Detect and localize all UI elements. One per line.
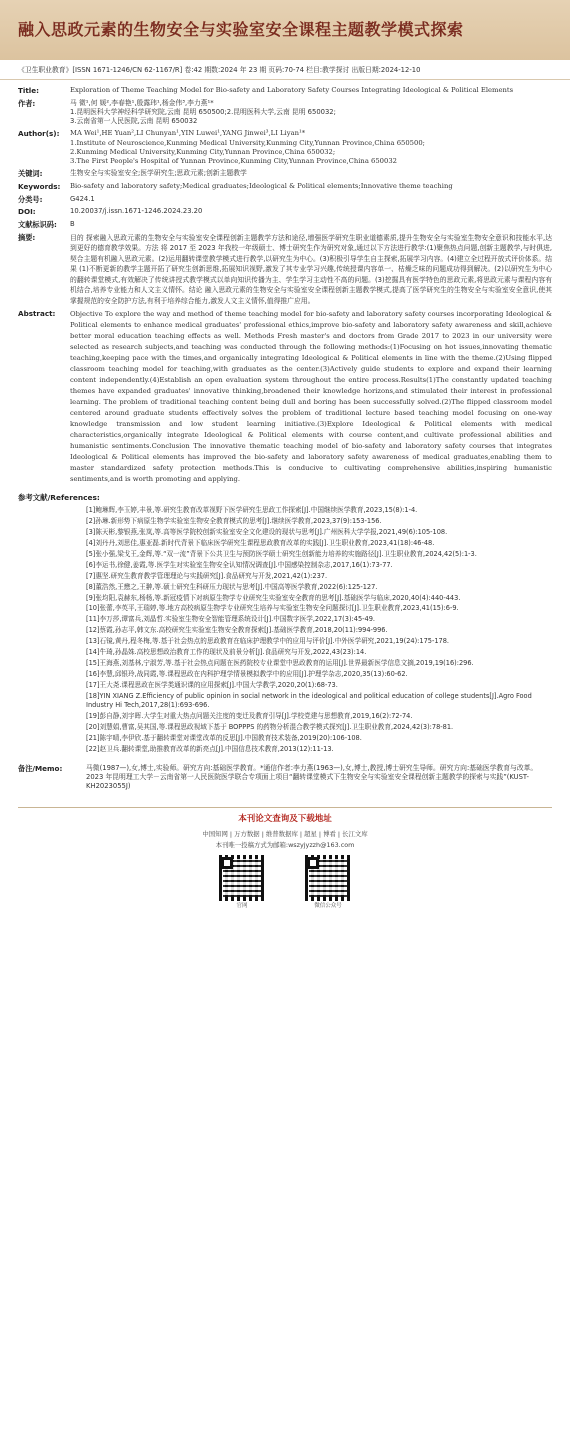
qr-website-label: 官网	[236, 903, 248, 910]
title-label: Title:	[18, 86, 40, 96]
abstract-label: 摘要:	[18, 232, 36, 242]
authors-en-line: 2.Kunming Medical University,Kunming City,Yunnan Province,China 650032;	[70, 147, 336, 156]
reference-item[interactable]: [18]YIN XIANG Z.Efficiency of public opinion in social network in the ideological and political education of college students[J].Agro Food Industry Hi Tech,2017,28(1):693-696.	[86, 691, 532, 710]
reference-item[interactable]: [20]刘慧娟,曹富,吴其国,等.课程思政视域下基于 BOPPPS 的药物分析混合教学模式探究[J].卫生职业教育,2024,42(3):78-81.	[86, 723, 454, 732]
abstract-en-row	[18, 309, 552, 485]
reference-item[interactable]: [6]李运书,徐健,姜霞,等.医学生对实验室生物安全认知情况调查[J].中国感染控制杂志,2017,16(1):73-77.	[86, 560, 393, 569]
reference-item[interactable]: [14]牛琦,孙晶姝.高校思想政治教育工作的现状及前景分析[J].食品研究与开发,2022,43(23):14.	[86, 647, 367, 656]
code-value: B	[70, 219, 75, 228]
authors-en-value	[70, 129, 552, 166]
authors-en-line: 1.Institute of Neuroscience,Kunming Medical University,Kunming City,Yunnan Province,China 650500;	[70, 138, 425, 147]
title-row	[18, 86, 552, 96]
publication-info: 《卫生职业教育》[ISSN 1671-1246/CN 62-1167/R] 卷:42 期数:2024 年 23 期 页码:70-74 栏目:教学探讨 出版日期:2024-12-10	[0, 60, 570, 80]
reference-item[interactable]: [17]王大尧.课程思政在医学类通识课的应用探索[J].中国大学教学,2020,20(1):68-73.	[86, 680, 338, 689]
reference-item[interactable]: [16]李慧,邱银玲,战同霞,等.课程思政在内科护理学情景模拟教学中的应用[J].护理学杂志,2020,35(13):60-62.	[86, 669, 408, 678]
abstract-en-label: Abstract:	[18, 309, 56, 319]
authors-en-label: Author(s):	[18, 129, 60, 139]
reference-item[interactable]: [12]蔡霞,孙志平,韩文东.高校研究生实验室生物安全教育探索[J].基础医学教育,2018,20(11):994-996.	[86, 626, 388, 635]
doi-label: DOI:	[18, 207, 36, 217]
authors-line: 3.云南省第一人民医院,云南 昆明 650032	[70, 117, 198, 126]
qr-code-icon	[219, 855, 265, 901]
keywords-en-row	[18, 182, 552, 192]
reference-item[interactable]: [19]彭自静,刘宇晖.大学生对重大热点问题关注度的变迁及教育引导[J].学校党建与思想教育,2019,16(2):72-74.	[86, 712, 413, 721]
footer	[18, 807, 552, 910]
authors-row	[18, 99, 552, 127]
abstract-en-value: Objective To explore the way and method of theme teaching model for bio-safety and laboratory safety courses incorporating Ideological & Political elements to enhance medical graduates' professional ethics,improve bio-safety and laboratory safety awareness and skill,achieve better moral education teaching effects as well. Methods Fresh master's and doctors from Grade 2017 to 2023 in our university were selected as research subjects,and teaching was conducted through the following methods:(1)Focusing on hot issues,innovating thematic teaching,keeping pace with the times,and organically integrating Ideological & Political elements in line with the theme.(2)Using flipped classroom teaching model for teaching,with graduates as the center.(3)Actively guide students to explore and expand their learning content independently.(4)Establish an open evaluation system throughout the entire process.Results(1)The constantly updated teaching themes have expanded graduates' innovative thinking,broadened their knowledge horizons,and stimulated their interest in professional learning. The problem of traditional teaching content being dull and boring has been successfully solved.(2)The flipped classroom model centered around graduate students effectively solves the problem of traditional lecture based teaching model focusing on one-way knowledge transmission and low student learning initiative.(3)Explore Ideological & Political elements with medical characteristics,organically integrate Ideological & Political elements with course content,and cultivate professional abilities and humanistic sentiments.Conclusion The innovative thematic teaching model of bio-safety and laboratory safety courses that integrates Ideological & Political elements has improved the bio-safety and laboratory safety awareness of medical graduates,enabling them to master standardized safety protection methods.This is conducive to cultivating comprehensive abilities,inspiring humanistic sentiments,and is worth promoting and applying.	[70, 310, 552, 484]
reference-item[interactable]: [4]刘丹丹,刘思佳,惠亚磊.新时代背景下临床医学研究生课程思政教育改革的实践[J].卫生职业教育,2023,41(18):46-48.	[86, 539, 435, 548]
footer-title: 本刊论文查询及下载地址	[238, 814, 332, 825]
class-value: G424.1	[70, 194, 95, 203]
reference-item[interactable]: [5]张小强,梁戈王,金辉,等.“双一流”背景下公共卫生与预防医学硕士研究生创新能力培养的实施路径[J].卫生职业教育,2024,42(5):1-3.	[86, 549, 477, 558]
memo-label: 备注/Memo:	[18, 763, 63, 773]
code-row	[18, 220, 552, 230]
qr-codes	[18, 855, 552, 910]
title-value: Exploration of Theme Teaching Model for Bio-safety and Laboratory Safety Courses Integrating Ideological & Political Elements	[70, 86, 514, 95]
memo-section	[0, 756, 570, 792]
qr-wechat-label: 微信公众号	[314, 903, 342, 910]
class-label: 分类号:	[18, 194, 43, 204]
qr-website[interactable]	[219, 855, 265, 910]
reference-item[interactable]: [7]惠坚.研究生教育教学管理理论与实践研究[J].食品研究与开发,2021,42(1):237.	[86, 571, 328, 580]
qr-wechat[interactable]	[305, 855, 351, 910]
memo-text: 马微(1987—),女,博士,实验师。研究方向:基础医学教育。*通信作者:李力燕(1963—),女,博士,教授,博士研究生导师。研究方向:基础医学教育与改革。2023 年昆明理工大学－云南省第一人民医院医学联合专项面上项目“翻转课堂模式下生物安全与实验室安全课程创新主题教学的探索与实践”(KUST-KH2023055J)	[86, 763, 538, 791]
metadata-section	[0, 86, 570, 485]
class-row	[18, 195, 552, 205]
keywords-en-value: Bio-safety and laboratory safety;Medical graduates;Ideological & Political elements;Innovative theme teaching	[70, 181, 453, 190]
reference-item[interactable]: [11]李万莎,谭富兵,刘晶哲.实验室生物安全智能管理系统设计[J].中国数字医学,2022,17(3):45-49.	[86, 615, 375, 624]
abstract-value: 目的 探索融入思政元素的生物安全与实验室安全课程创新主题教学方法和途径,增强医学研究生职业道德素质,提升生物安全与实验室生物安全意识和技能水平,达到更好的德育教学效果。方法 将 2017 至 2023 年我校一年级硕士、博士研究生作为研究对象,通过以下方法进行教学:(1)聚焦热点问题,创新主题教学,与时俱进,契合主题有机融入思政元素。(2)运用翻转课堂教学模式进行教学,以研究生为中心。(3)积极引导学生自主探索,拓展学习内容。(4)建立全过程开放式评价体系。结果 (1)不断更新的教学主题开拓了研究生创新思维,拓展知识视野,激发了其专业学习兴趣,传统授课内容单一、枯燥乏味的问题成功得到解决。(2)以研究生为中心的翻转课堂模式,有效解决了传统讲授式教学模式以单向知识传播为主、学生学习主动性不高的问题。(3)挖掘具有医学特色的思政元素,将思政元素与课程内容有机结合,培养专业能力和人文主义情怀。结论 融入思政元素的生物安全与实验室安全课程创新主题教学模式,提高了医学研究生的生物安全与实验室安全意识,使其掌握规范的安全防护方法,有利于培养综合能力,激发人文主义情怀,值得推广应用。	[70, 233, 552, 305]
authors-value	[70, 99, 552, 127]
doi-row	[18, 207, 552, 217]
authors-line: 1.昆明医科大学神经科学研究院,云南 昆明 650500;2.昆明医科大学,云南 昆明 650032;	[70, 108, 336, 117]
reference-item[interactable]: [8]董浩然,王懋之,王翀,等.硕士研究生科研压力现状与思考[J].中国高等医学教育,2022(6):125-127.	[86, 582, 378, 591]
authors-en-row	[18, 129, 552, 166]
reference-item[interactable]: [2]孙琳.新形势下病原生物学实验室生物安全教育模式的思考[J].继续医学教育,2023,37(9):153-156.	[86, 517, 382, 526]
code-label: 文献标识码:	[18, 219, 57, 229]
authors-line: 马 微¹,何 媛²,李春艳¹,殷露玮¹,杨金伟³,李力燕¹*	[70, 98, 214, 107]
reference-item[interactable]: [10]张蕾,李英平,王瑞婷,等.地方高校病原生物学专业研究生培养与实验室生物安全问题探讨[J].卫生职业教育,2023,41(15):6-9.	[86, 604, 459, 613]
reference-item[interactable]: [13]石镜,黄丹,程冬梅,等.基于社会热点的思政教育在临床护理教学中的应用与评价[J].中外医学研究,2021,19(24):175-178.	[86, 637, 450, 646]
references-heading: 参考文献/References:	[18, 493, 100, 503]
database-links[interactable]: 中国知网 | 万方数据 | 维普数据库 | 超星 | 博看 | 长江文库	[202, 829, 368, 838]
reference-item[interactable]: [15]王海燕,刘基林,宁淑芳,等.基于社会热点问题在医药院校专业课堂中思政教育的运用[J].世界最新医学信息文摘,2019,19(16):296.	[86, 658, 474, 667]
article-header	[0, 0, 570, 60]
keywords-row	[18, 169, 552, 179]
reference-item[interactable]: [9]张均阳,袁赫东,杨杨,等.新冠疫情下对病原生物学专业研究生实验室安全教育的思考[J].基础医学与临床,2020,40(4):440-443.	[86, 593, 461, 602]
qr-code-icon	[305, 855, 351, 901]
authors-en-line: 3.The First People's Hospital of Yunnan Province,Kunming City,Yunnan Province,China 650032	[70, 156, 397, 165]
article-title: 融入思政元素的生物安全与实验室安全课程主题教学模式探索	[18, 20, 464, 40]
authors-label: 作者:	[18, 98, 36, 108]
keywords-en-label: Keywords:	[18, 181, 61, 191]
reference-item[interactable]: [21]陈宇晴,李伊欣.基于翻转课堂对课堂改革的反思[J].中国教育技术装备,2019(20):106-108.	[86, 734, 362, 743]
reference-item[interactable]: [1]鲍琳辉,李玉婷,丰景,等.研究生教育改革视野下医学研究生思政工作探索[J].中国继续医学教育,2023,15(8):1-4.	[86, 506, 418, 515]
keywords-value: 生物安全与实验室安全;医学研究生;思政元素;创新主题教学	[70, 169, 247, 178]
doi-value[interactable]: 10.20037/j.issn.1671-1246.2024.23.20	[70, 207, 203, 216]
reference-item[interactable]: [3]陈天彬,黎银燕,张岚,等.高等医学院校创新实验室安全文化建设的现状与思考[J].广州医科大学学报,2021,49(6):105-108.	[86, 528, 448, 537]
submission-email[interactable]: 本刊唯一投稿方式为邮箱:wszyjyzzh@163.com	[215, 840, 355, 849]
references-list	[0, 503, 570, 754]
abstract-row	[18, 233, 552, 307]
keywords-label: 关键词:	[18, 169, 43, 179]
authors-en-line: MA Wei¹,HE Yuan²,LI Chunyan¹,YIN Luwei¹,YANG Jinwei³,LI Liyan¹*	[70, 129, 306, 138]
reference-item[interactable]: [22]赵卫兵.翻转课堂,助推教育改革的新亮点[J].中国信息技术教育,2013(12):11-13.	[86, 744, 334, 753]
